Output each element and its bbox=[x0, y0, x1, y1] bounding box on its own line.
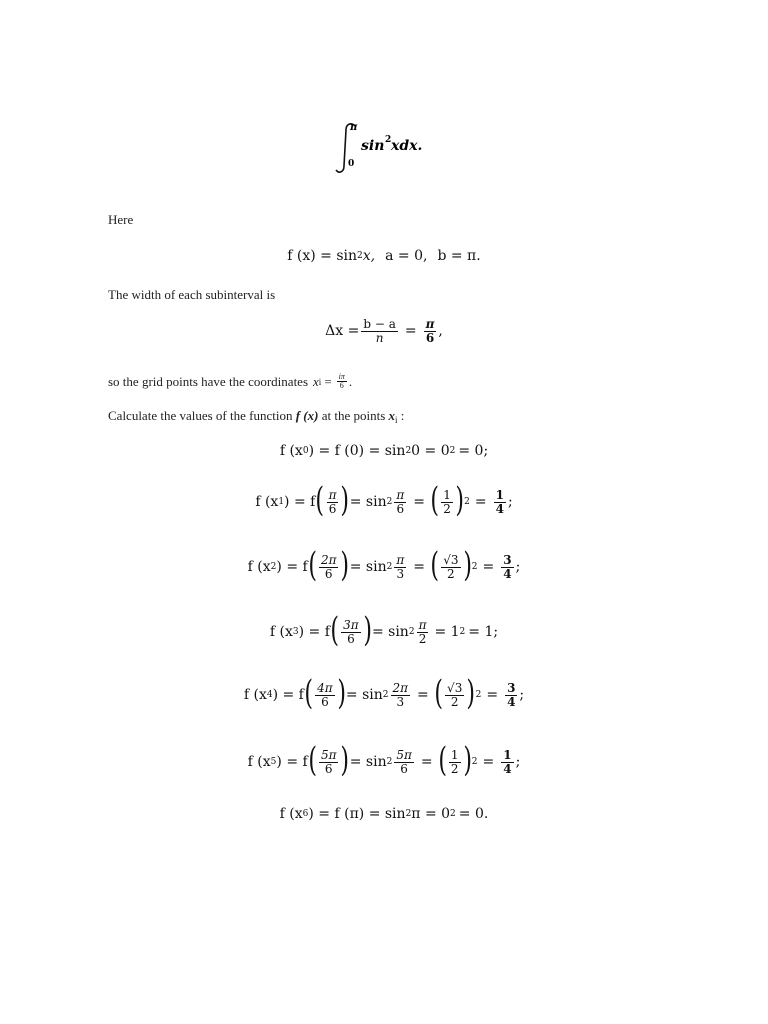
calc-sub: i bbox=[395, 415, 398, 425]
def-lhs: f (x) = sin bbox=[287, 248, 358, 264]
calculate-sentence bbox=[108, 408, 404, 425]
calc-func: f (x) bbox=[295, 408, 319, 423]
grid-points-sentence: so the grid points have the coordinates x i = $\frac{i\pi}{6}$ . bbox=[108, 372, 353, 391]
value-row-4: f (x 4 ) = f ( $\frac{4\pi}{6}$ ) = sin 2 $\frac{2\pi}{3}$ = ( $\frac{√3}{2}$ ) 2 = $\frac{3}{4}$ ; bbox=[243, 673, 525, 713]
function-definition bbox=[0, 248, 768, 264]
integrand-sin: sin bbox=[361, 138, 385, 154]
grid-var: x bbox=[313, 373, 319, 389]
value-row-1: f (x 1 ) = f ( $\frac{\pi}{6}$ ) = sin 2 $\frac{\pi}{6}$ = ( $\frac{1}{2}$ ) 2 = $\frac{1}{4}$ ; bbox=[255, 480, 513, 520]
calc-end: : bbox=[400, 408, 405, 423]
value-row-5: f (x 5 ) = f ( $\frac{5\pi}{6}$ ) = sin 2 $\frac{5\pi}{6}$ = ( $\frac{1}{2}$ ) 2 = $\frac{1}{4}$ ; bbox=[247, 740, 521, 780]
grid-fraction: $\frac{i\pi}{6}$ bbox=[338, 372, 345, 391]
integral-expression bbox=[333, 118, 453, 178]
grid-sub: i bbox=[318, 376, 322, 387]
here-label: Here bbox=[108, 212, 134, 227]
def-a: a = 0, bbox=[385, 248, 428, 264]
value-row-0: f (x 0 ) = f (0) = sin 2 0 = 0 2 = 0; bbox=[279, 443, 489, 459]
integrand-power: 2 bbox=[385, 135, 392, 145]
integral-lower-limit: 0 bbox=[348, 159, 355, 169]
calc-var: x bbox=[388, 408, 396, 423]
grid-intro: so the grid points have the coordinates bbox=[108, 373, 309, 389]
integrand-tail: xdx. bbox=[391, 138, 423, 154]
calc-mid: at the points bbox=[321, 408, 386, 423]
integral-upper-limit: π bbox=[350, 122, 358, 133]
delta-end: , bbox=[438, 323, 443, 340]
width-intro: The width of each subinterval is bbox=[108, 287, 276, 302]
value-row-6: f (x 6 ) = f (π) = sin 2 π = 0 2 = 0. bbox=[279, 806, 489, 822]
def-rest: x, bbox=[362, 248, 376, 264]
value-row-2: f (x 2 ) = f ( $\frac{2\pi}{6}$ ) = sin 2 $\frac{\pi}{3}$ = ( $\frac{√3}{2}$ ) 2 = $\frac{3}{4}$ ; bbox=[247, 545, 521, 585]
calc-intro: Calculate the values of the function bbox=[108, 408, 293, 423]
delta-x-equation bbox=[0, 318, 768, 344]
def-power: 2 bbox=[357, 251, 363, 261]
def-b: b = π. bbox=[437, 248, 481, 264]
delta-fraction-1: $\frac{b - a}{n}$ bbox=[363, 317, 396, 345]
delta-lhs: Δx = bbox=[325, 323, 360, 340]
delta-equals: = bbox=[404, 323, 417, 340]
delta-fraction-2: $\frac{\pi}{6}$ bbox=[425, 317, 435, 345]
value-row-3: f (x 3 ) = f ( $\frac{3\pi}{6}$ ) = sin 2 $\frac{\pi}{2}$ = 1 2 = 1; bbox=[269, 610, 499, 650]
